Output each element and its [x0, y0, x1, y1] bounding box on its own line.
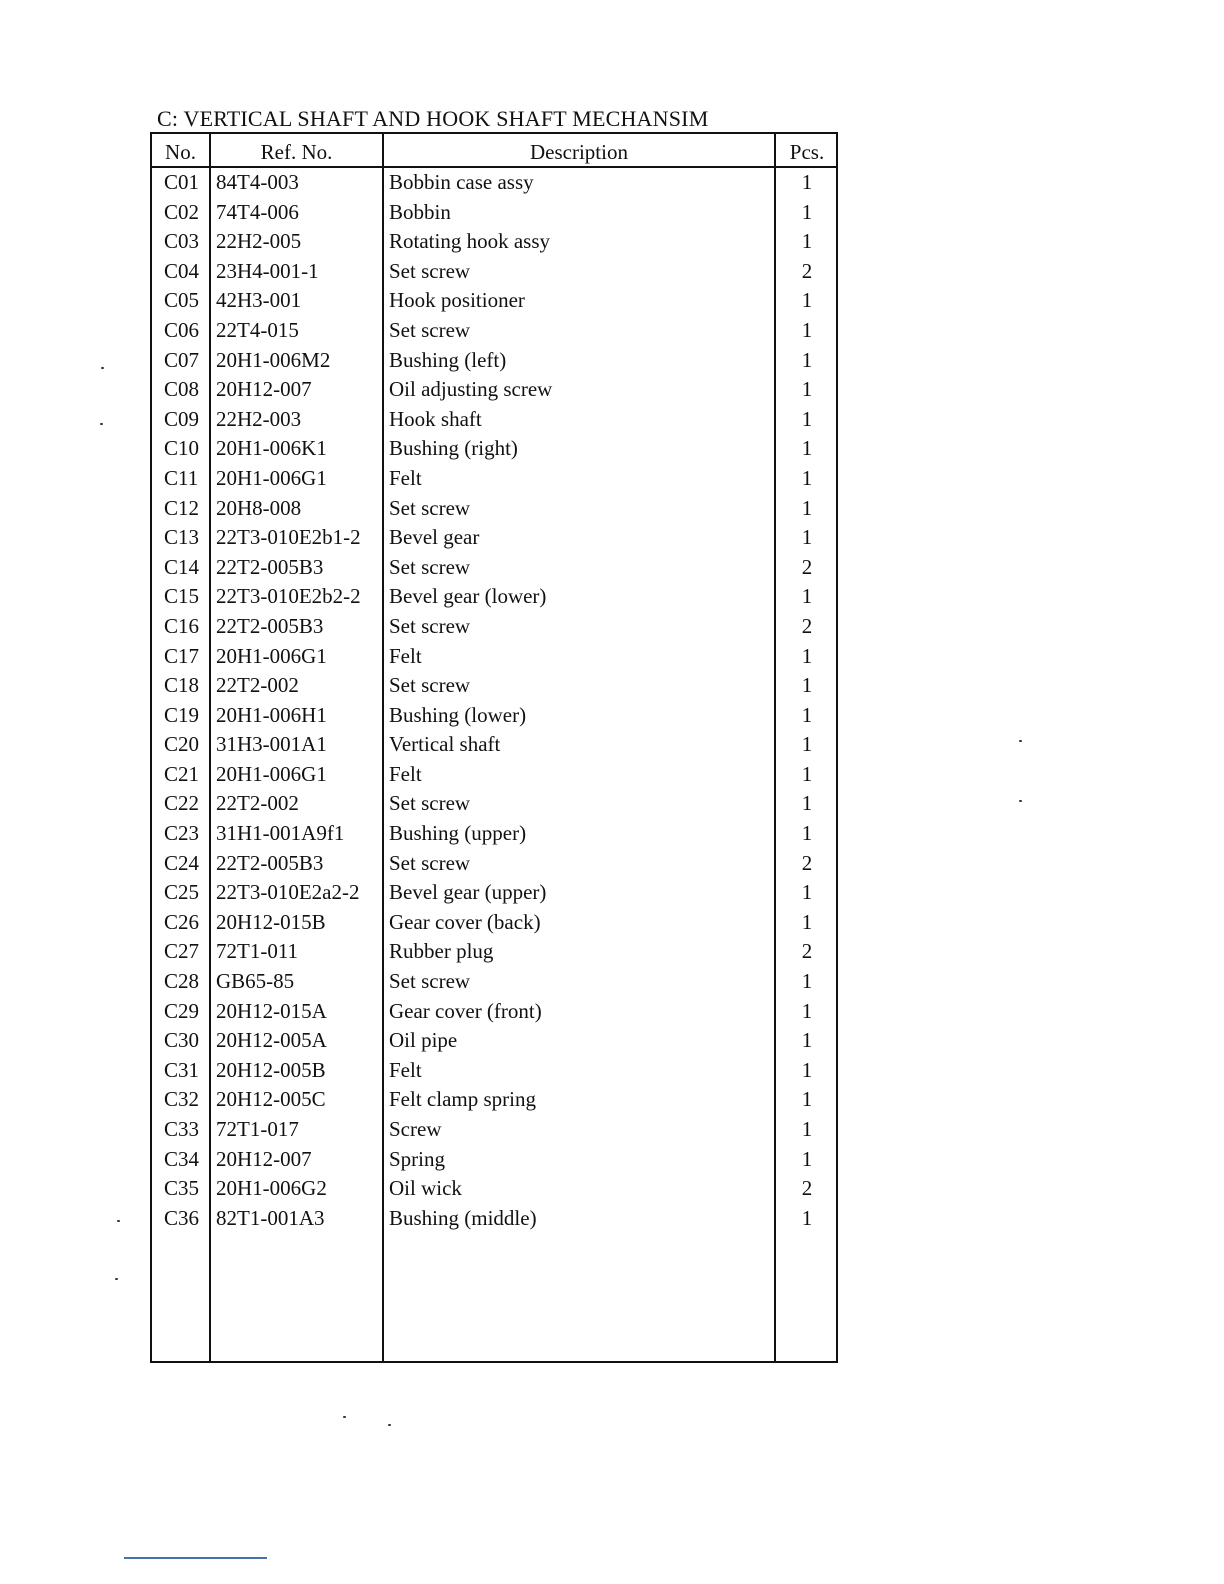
- cell-no: C05: [164, 288, 200, 313]
- cell-description: Set screw: [389, 969, 471, 994]
- cell-description: Bobbin: [389, 199, 451, 224]
- table-row: [152, 1204, 836, 1234]
- cell-description: Oil wick: [389, 1176, 462, 1201]
- table-row: [152, 1145, 836, 1175]
- cell-ref-no: 20H12-005A: [216, 1028, 327, 1053]
- cell-no: C12: [164, 495, 200, 520]
- cell-pcs: 1: [801, 909, 813, 934]
- table-row: [152, 1085, 836, 1115]
- table-row: [152, 937, 836, 967]
- table-row: [152, 405, 836, 435]
- cell-no: C08: [164, 377, 200, 402]
- table-row: [152, 257, 836, 287]
- cell-pcs: 1: [801, 436, 813, 461]
- cell-no: C14: [164, 554, 200, 579]
- cell-no: C32: [164, 1087, 200, 1112]
- cell-ref-no: 31H1-001A9f1: [216, 821, 345, 846]
- cell-ref-no: 22T3-010E2b1-2: [216, 525, 361, 550]
- scan-speck: [101, 367, 104, 369]
- table-row: [152, 730, 836, 760]
- cell-no: C03: [164, 229, 200, 254]
- cell-pcs: 1: [801, 584, 813, 609]
- cell-no: C26: [164, 909, 200, 934]
- table-row: [152, 642, 836, 672]
- cell-pcs: 2: [801, 939, 813, 964]
- cell-ref-no: 20H12-007: [216, 1146, 312, 1171]
- cell-pcs: 1: [801, 791, 813, 816]
- table-row: [152, 494, 836, 524]
- cell-ref-no: 31H3-001A1: [216, 732, 327, 757]
- cell-no: C11: [164, 465, 199, 490]
- table-row: [152, 434, 836, 464]
- cell-description: Set screw: [389, 613, 471, 638]
- cell-pcs: 1: [801, 199, 813, 224]
- cell-pcs: 2: [801, 258, 813, 283]
- cell-no: C33: [164, 1117, 200, 1141]
- cell-no: C23: [164, 821, 200, 846]
- bottom-rule: [124, 1557, 267, 1559]
- cell-pcs: 2: [801, 613, 813, 638]
- cell-pcs: 1: [801, 170, 813, 194]
- cell-pcs: 1: [801, 1087, 813, 1112]
- table-row: [152, 878, 836, 908]
- cell-ref-no: 22T3-010E2a2-2: [216, 880, 360, 905]
- table-row: [152, 1026, 836, 1056]
- table-row: [152, 908, 836, 938]
- cell-description: Felt: [389, 465, 422, 490]
- table-row: [152, 553, 836, 583]
- cell-description: Bevel gear: [389, 525, 480, 550]
- table-row: [152, 819, 836, 849]
- cell-ref-no: 20H1-006H1: [216, 702, 327, 727]
- scan-speck: [117, 1220, 120, 1222]
- cell-pcs: 1: [801, 673, 813, 698]
- cell-description: Set screw: [389, 495, 471, 520]
- cell-no: C17: [164, 643, 200, 668]
- table-row: [152, 198, 836, 228]
- cell-description: Bevel gear (lower): [389, 584, 547, 609]
- cell-no: C36: [164, 1205, 200, 1230]
- cell-pcs: 1: [801, 229, 813, 254]
- cell-pcs: 1: [801, 821, 813, 846]
- cell-description: Set screw: [389, 554, 471, 579]
- table-row: [152, 227, 836, 257]
- cell-no: C27: [164, 939, 200, 964]
- cell-description: Set screw: [389, 791, 471, 816]
- table-row: [152, 168, 836, 198]
- cell-pcs: 1: [801, 998, 813, 1023]
- cell-no: C20: [164, 732, 200, 757]
- cell-no: C13: [164, 525, 200, 550]
- cell-pcs: 1: [801, 495, 813, 520]
- table-row: [152, 582, 836, 612]
- cell-pcs: 1: [801, 1057, 813, 1082]
- cell-ref-no: 20H8-008: [216, 495, 302, 520]
- cell-pcs: 1: [801, 288, 813, 313]
- header-description: Description: [530, 140, 628, 164]
- header-ref-no: Ref. No.: [260, 140, 333, 164]
- table-row: [152, 375, 836, 405]
- cell-no: C28: [164, 969, 200, 994]
- cell-no: C07: [164, 347, 200, 372]
- cell-no: C29: [164, 998, 200, 1023]
- table-row: [152, 997, 836, 1027]
- cell-description: Bushing (middle): [389, 1205, 537, 1230]
- cell-pcs: 1: [801, 1146, 813, 1171]
- cell-no: C04: [164, 258, 200, 283]
- cell-ref-no: 20H1-006K1: [216, 436, 327, 461]
- cell-ref-no: 20H1-006G1: [216, 465, 327, 490]
- table-row: [152, 789, 836, 819]
- cell-description: Bobbin case assy: [389, 170, 534, 194]
- cell-no: C09: [164, 406, 200, 431]
- scan-speck: [388, 1424, 391, 1426]
- table-row: [152, 523, 836, 553]
- cell-ref-no: 20H1-006G2: [216, 1176, 327, 1201]
- cell-no: C31: [164, 1057, 200, 1082]
- cell-no: C24: [164, 850, 200, 875]
- header-no: No.: [165, 140, 196, 164]
- cell-ref-no: 72T1-017: [216, 1117, 299, 1141]
- table-row: [152, 464, 836, 494]
- cell-pcs: 1: [801, 1205, 813, 1230]
- cell-description: Set screw: [389, 673, 471, 698]
- cell-description: Felt: [389, 1057, 422, 1082]
- cell-pcs: 1: [801, 317, 813, 342]
- cell-pcs: 1: [801, 406, 813, 431]
- cell-ref-no: 22H2-005: [216, 229, 302, 254]
- cell-ref-no: 74T4-006: [216, 199, 299, 224]
- cell-ref-no: 20H12-005B: [216, 1057, 326, 1082]
- cell-pcs: 1: [801, 525, 813, 550]
- cell-ref-no: 20H12-015B: [216, 909, 326, 934]
- cell-description: Screw: [389, 1117, 442, 1141]
- cell-description: Set screw: [389, 317, 471, 342]
- cell-ref-no: 23H4-001-1: [216, 258, 319, 283]
- cell-pcs: 2: [801, 850, 813, 875]
- table-body: [152, 168, 836, 1233]
- cell-description: Hook positioner: [389, 288, 525, 313]
- cell-ref-no: 22T2-005B3: [216, 554, 324, 579]
- cell-ref-no: 20H1-006M2: [216, 347, 331, 372]
- cell-no: C25: [164, 880, 200, 905]
- cell-description: Bushing (right): [389, 436, 518, 461]
- cell-no: C19: [164, 702, 200, 727]
- cell-ref-no: 82T1-001A3: [216, 1205, 325, 1230]
- cell-pcs: 1: [801, 1117, 813, 1141]
- cell-ref-no: 84T4-003: [216, 170, 299, 194]
- table-row: [152, 849, 836, 879]
- table-row: [152, 1174, 836, 1204]
- cell-pcs: 2: [801, 1176, 813, 1201]
- cell-ref-no: 22T2-002: [216, 791, 299, 816]
- cell-no: C10: [164, 436, 200, 461]
- cell-no: C22: [164, 791, 200, 816]
- scan-speck: [115, 1278, 118, 1280]
- scan-speck: [1019, 800, 1022, 802]
- cell-no: C15: [164, 584, 200, 609]
- cell-description: Rubber plug: [389, 939, 494, 964]
- cell-description: Bushing (upper): [389, 821, 527, 846]
- cell-ref-no: 20H12-015A: [216, 998, 327, 1023]
- cell-description: Set screw: [389, 850, 471, 875]
- cell-no: C30: [164, 1028, 200, 1053]
- cell-description: Set screw: [389, 258, 471, 283]
- cell-description: Bevel gear (upper): [389, 880, 547, 905]
- table-row: [152, 671, 836, 701]
- table-row: [152, 1115, 836, 1145]
- cell-pcs: 1: [801, 643, 813, 668]
- header-pcs: Pcs.: [789, 140, 825, 164]
- cell-pcs: 1: [801, 465, 813, 490]
- cell-ref-no: 20H1-006G1: [216, 761, 327, 786]
- cell-pcs: 1: [801, 377, 813, 402]
- cell-pcs: 1: [801, 702, 813, 727]
- cell-pcs: 1: [801, 347, 813, 372]
- cell-pcs: 1: [801, 880, 813, 905]
- cell-pcs: 1: [801, 969, 813, 994]
- cell-pcs: 2: [801, 554, 813, 579]
- cell-description: Vertical shaft: [389, 732, 501, 757]
- table-row: [152, 967, 836, 997]
- cell-ref-no: 20H12-007: [216, 377, 312, 402]
- table-row: [152, 1056, 836, 1086]
- table-row: [152, 286, 836, 316]
- cell-description: Gear cover (back): [389, 909, 541, 934]
- cell-ref-no: 22T2-002: [216, 673, 299, 698]
- cell-pcs: 1: [801, 732, 813, 757]
- table-row: [152, 316, 836, 346]
- cell-description: Gear cover (front): [389, 998, 542, 1023]
- cell-no: C21: [164, 761, 200, 786]
- cell-description: Spring: [389, 1146, 446, 1171]
- cell-ref-no: 22T2-005B3: [216, 850, 324, 875]
- cell-ref-no: 22T3-010E2b2-2: [216, 584, 361, 609]
- cell-no: C35: [164, 1176, 200, 1201]
- table-row: [152, 612, 836, 642]
- cell-description: Oil pipe: [389, 1028, 458, 1053]
- cell-ref-no: 42H3-001: [216, 288, 302, 313]
- cell-no: C01: [164, 170, 200, 194]
- cell-description: Felt clamp spring: [389, 1087, 536, 1112]
- cell-pcs: 1: [801, 761, 813, 786]
- cell-ref-no: 72T1-011: [216, 939, 299, 964]
- cell-ref-no: 22T2-005B3: [216, 613, 324, 638]
- cell-no: C02: [164, 199, 200, 224]
- cell-no: C06: [164, 317, 200, 342]
- parts-table: [150, 132, 838, 1363]
- scan-speck: [100, 423, 103, 425]
- cell-no: C18: [164, 673, 200, 698]
- cell-pcs: 1: [801, 1028, 813, 1053]
- cell-description: Felt: [389, 643, 422, 668]
- cell-description: Felt: [389, 761, 422, 786]
- cell-ref-no: 20H12-005C: [216, 1087, 326, 1112]
- cell-ref-no: GB65-85: [216, 969, 295, 994]
- cell-ref-no: 20H1-006G1: [216, 643, 327, 668]
- cell-ref-no: 22H2-003: [216, 406, 302, 431]
- cell-description: Oil adjusting screw: [389, 377, 553, 402]
- table-row: [152, 346, 836, 376]
- cell-description: Bushing (left): [389, 347, 507, 372]
- cell-no: C16: [164, 613, 200, 638]
- cell-no: C34: [164, 1146, 200, 1171]
- table-row: [152, 760, 836, 790]
- cell-description: Hook shaft: [389, 406, 482, 431]
- cell-ref-no: 22T4-015: [216, 317, 299, 342]
- page-title: C: VERTICAL SHAFT AND HOOK SHAFT MECHANSIM: [157, 106, 709, 131]
- cell-description: Rotating hook assy: [389, 229, 550, 254]
- cell-description: Bushing (lower): [389, 702, 527, 727]
- scan-speck: [1019, 740, 1022, 742]
- scan-speck: [343, 1416, 346, 1418]
- table-row: [152, 701, 836, 731]
